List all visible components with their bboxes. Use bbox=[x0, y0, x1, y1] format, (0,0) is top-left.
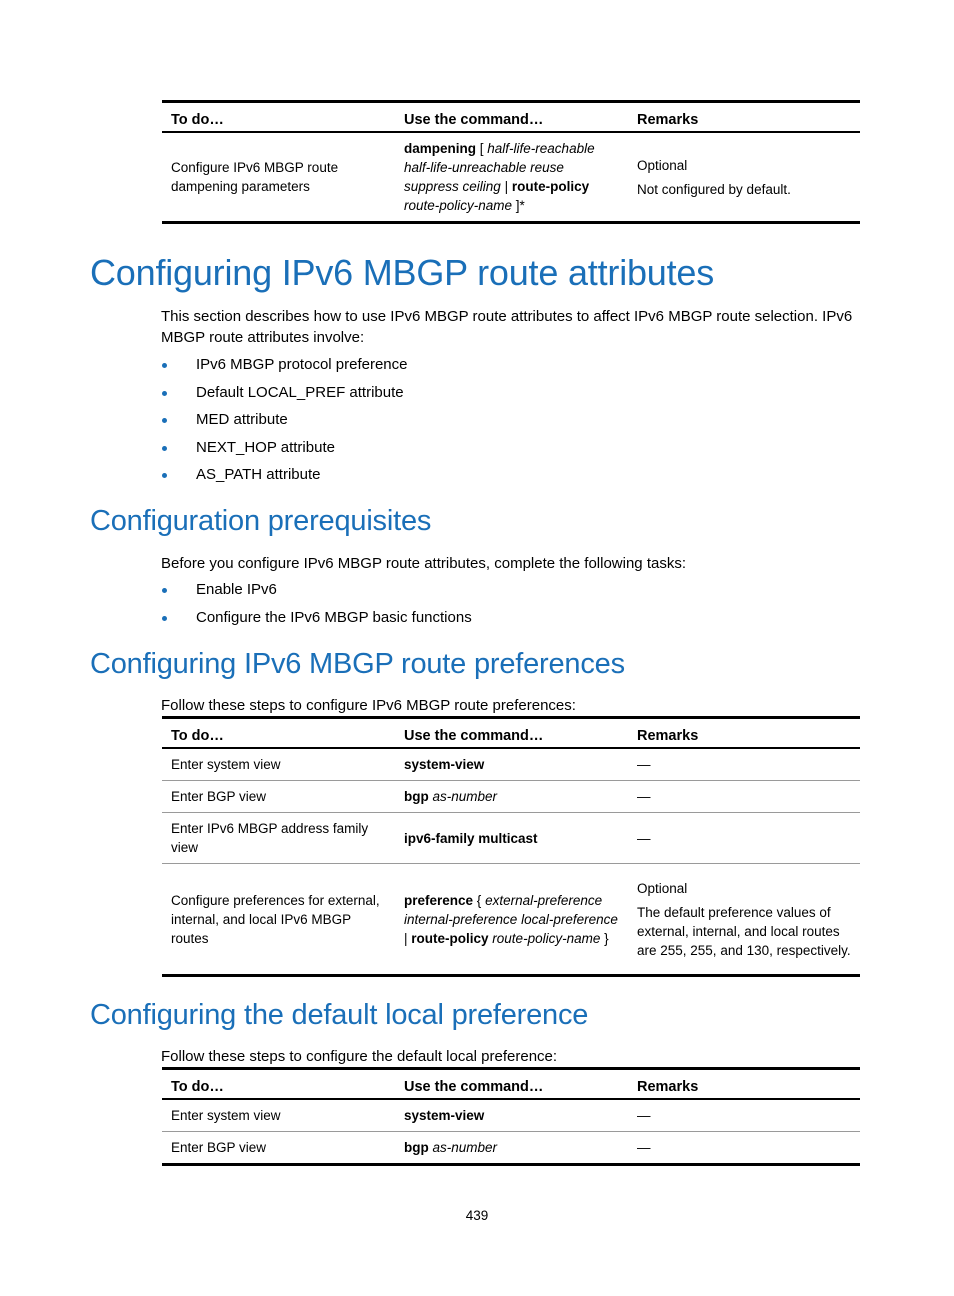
command-argument: route-policy-name bbox=[492, 930, 601, 946]
list-item-text: Configure the IPv6 MBGP basic functions bbox=[196, 608, 472, 626]
list-item-text: Default LOCAL_PREF attribute bbox=[196, 383, 404, 401]
cell-remarks bbox=[628, 132, 860, 223]
header-todo: To do… bbox=[162, 102, 395, 133]
command-argument: half-life-reachable half-life-unreachable reuse suppress ceiling bbox=[404, 141, 595, 194]
cell-todo: Enter BGP view bbox=[162, 1132, 395, 1165]
cell-command bbox=[395, 1132, 628, 1165]
table-header-row bbox=[162, 102, 860, 133]
command-argument: as-number bbox=[432, 789, 498, 804]
command-keyword: bgp bbox=[404, 789, 429, 804]
cell-remarks bbox=[628, 748, 860, 781]
command-keyword: preference bbox=[404, 892, 474, 908]
cell-remarks bbox=[628, 864, 860, 976]
remark-line: The default preference values of external, internal, and local routes are 255, 255, and 130, respectively. bbox=[637, 904, 851, 958]
table-header-row bbox=[162, 1069, 860, 1100]
command-syntax: } bbox=[600, 930, 609, 946]
bullet-list-prerequisites bbox=[161, 580, 472, 635]
table-row bbox=[162, 1132, 860, 1165]
bullet-icon bbox=[162, 616, 167, 621]
bullet-icon bbox=[162, 363, 167, 368]
command-syntax: { bbox=[473, 892, 486, 908]
cell-remarks bbox=[628, 1132, 860, 1165]
cell-command bbox=[395, 1099, 628, 1132]
cell-remarks bbox=[628, 813, 860, 864]
cell-command bbox=[395, 781, 628, 813]
remark-line: — bbox=[637, 1140, 651, 1155]
cell-command bbox=[395, 864, 628, 976]
bullet-icon bbox=[162, 391, 167, 396]
cell-todo: Enter IPv6 MBGP address family view bbox=[162, 813, 395, 864]
command-keyword: bgp bbox=[404, 1140, 429, 1155]
default-local-preference-table bbox=[162, 1067, 860, 1166]
table-row bbox=[162, 1099, 860, 1132]
cell-remarks bbox=[628, 1099, 860, 1132]
command-keyword: ipv6-family multicast bbox=[404, 830, 538, 846]
command-keyword: route-policy bbox=[511, 179, 590, 194]
remark-line: Optional bbox=[637, 880, 688, 896]
list-item-text: Enable IPv6 bbox=[196, 581, 277, 598]
list-item-text: AS_PATH attribute bbox=[196, 466, 321, 483]
command-keyword: dampening bbox=[404, 141, 477, 156]
section-title-route-preferences: Configuring IPv6 MBGP route preferences bbox=[90, 648, 625, 680]
list-item bbox=[161, 608, 472, 636]
cell-todo: Enter BGP view bbox=[162, 781, 395, 813]
command-syntax: [ bbox=[476, 141, 488, 156]
remark-line: Optional bbox=[637, 157, 688, 173]
list-item-text: IPv6 MBGP protocol preference bbox=[196, 356, 408, 373]
list-item bbox=[161, 465, 408, 493]
list-item bbox=[161, 438, 408, 466]
remark-line: — bbox=[637, 830, 651, 846]
section-intro-prerequisites: Before you configure IPv6 MBGP route attributes, complete the following tasks: bbox=[161, 555, 686, 572]
section-intro-route-attributes: This section describes how to use IPv6 MBGP route attributes to affect IPv6 MBGP route selection. IPv6 MBGP route attributes involve: bbox=[161, 308, 853, 346]
table-row bbox=[162, 864, 860, 976]
cell-todo: Configure preferences for external, internal, and local IPv6 MBGP routes bbox=[162, 864, 395, 976]
section-title-route-attributes: Configuring IPv6 MBGP route attributes bbox=[90, 252, 715, 293]
cell-remarks bbox=[628, 781, 860, 813]
list-item-text: NEXT_HOP attribute bbox=[196, 438, 335, 456]
command-argument: as-number bbox=[432, 1140, 498, 1155]
remark-line: — bbox=[637, 757, 651, 772]
cell-todo: Configure IPv6 MBGP route dampening parameters bbox=[162, 132, 395, 223]
command-argument: external-preference internal-preference local-preference bbox=[404, 892, 618, 927]
bullet-icon bbox=[162, 446, 167, 451]
table-row bbox=[162, 781, 860, 813]
bullet-list-route-attributes bbox=[161, 355, 408, 493]
header-command: Use the command… bbox=[395, 1069, 628, 1100]
cell-command bbox=[395, 813, 628, 864]
page-number: 439 bbox=[465, 1208, 489, 1223]
list-item bbox=[161, 383, 408, 411]
list-item bbox=[161, 410, 408, 438]
command-argument: route-policy-name bbox=[404, 198, 513, 213]
command-syntax: ]* bbox=[512, 198, 525, 213]
dampening-table bbox=[162, 100, 860, 224]
bullet-icon bbox=[162, 473, 167, 478]
section-title-prerequisites: Configuration prerequisites bbox=[90, 505, 432, 537]
header-remarks: Remarks bbox=[628, 1069, 860, 1100]
list-item-text: MED attribute bbox=[196, 411, 288, 428]
command-syntax: | bbox=[500, 179, 512, 194]
command-keyword: system-view bbox=[404, 1108, 485, 1123]
header-remarks: Remarks bbox=[628, 102, 860, 133]
section-intro-route-preferences: Follow these steps to configure IPv6 MBGP route preferences: bbox=[161, 697, 576, 714]
cell-todo: Enter system view bbox=[171, 1108, 281, 1123]
cell-todo: Enter system view bbox=[171, 757, 281, 772]
command-syntax: | bbox=[404, 930, 412, 946]
table-row bbox=[162, 813, 860, 864]
list-item bbox=[161, 355, 408, 383]
table-row bbox=[162, 748, 860, 781]
table-header-row bbox=[162, 718, 860, 749]
command-keyword: system-view bbox=[404, 757, 485, 772]
bullet-icon bbox=[162, 588, 167, 593]
cell-command bbox=[395, 132, 628, 223]
header-command: Use the command… bbox=[395, 102, 628, 133]
remark-line: Not configured by default. bbox=[637, 181, 791, 197]
header-todo: To do… bbox=[162, 718, 395, 749]
remark-line: — bbox=[637, 789, 651, 804]
cell-command bbox=[395, 748, 628, 781]
header-todo: To do… bbox=[162, 1069, 395, 1100]
command-keyword: route-policy bbox=[411, 930, 489, 946]
bullet-icon bbox=[162, 418, 167, 423]
header-command: Use the command… bbox=[395, 718, 628, 749]
remark-line: — bbox=[637, 1108, 651, 1123]
section-title-default-local-preference: Configuring the default local preference bbox=[90, 999, 589, 1031]
header-remarks: Remarks bbox=[628, 718, 860, 749]
table-row bbox=[162, 132, 860, 223]
list-item bbox=[161, 580, 472, 608]
route-preferences-table bbox=[162, 716, 860, 977]
section-intro-default-local-preference: Follow these steps to configure the default local preference: bbox=[161, 1048, 558, 1065]
